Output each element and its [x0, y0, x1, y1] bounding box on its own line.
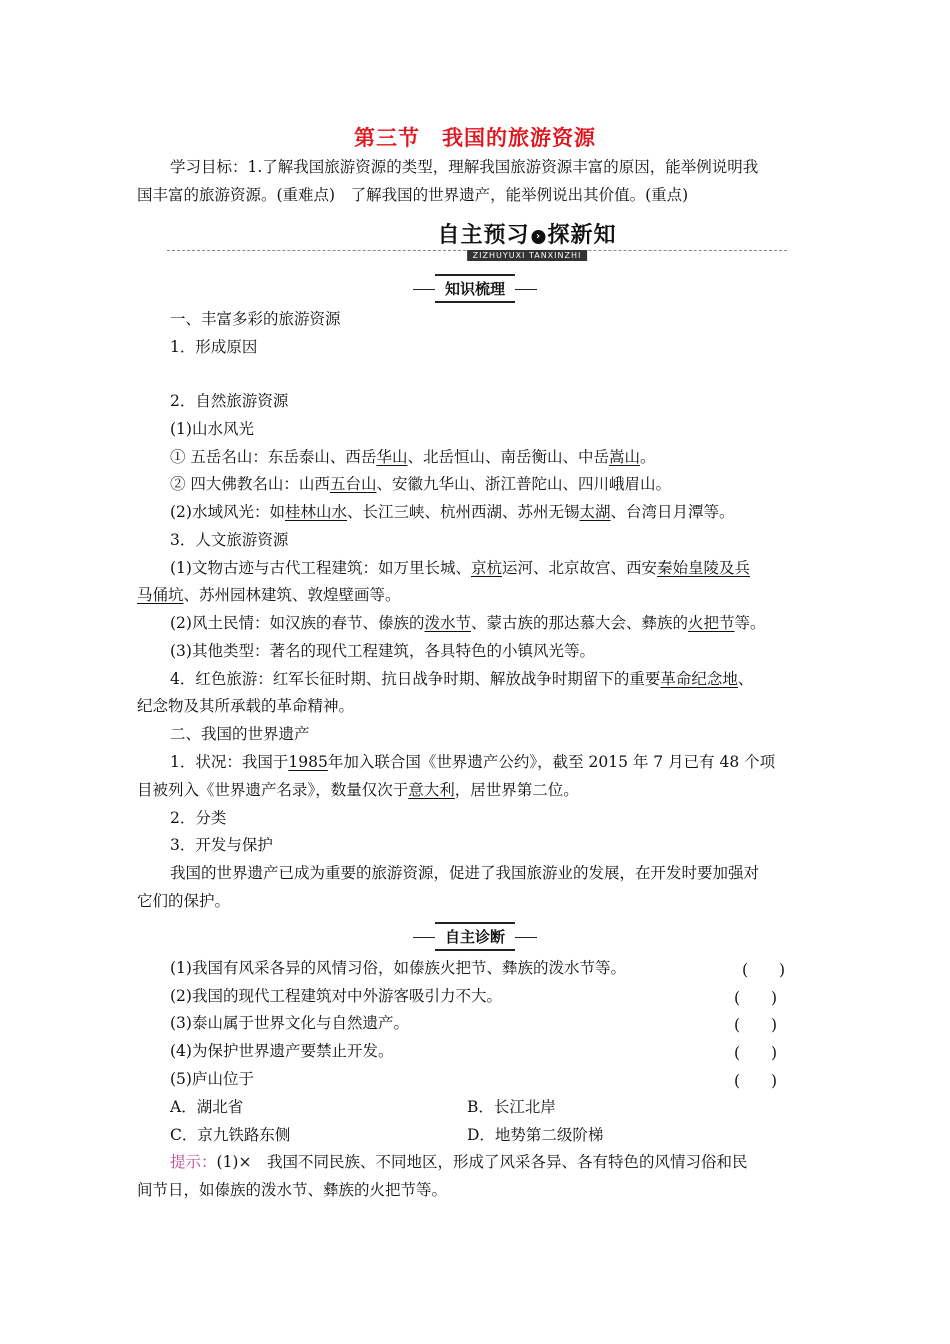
- hint-label: 提示：: [170, 1153, 217, 1171]
- s2-kaifa: 3．开发与保护: [170, 836, 273, 854]
- tag-knowledge: [0, 274, 950, 303]
- s1-item-3: 3．人文旅游资源: [170, 531, 289, 549]
- quiz-q2: (2)我国的现代工程建筑对中外游客吸引力不大。: [170, 987, 502, 1005]
- quiz-q3: (3)泰山属于世界文化与自然遗产。: [170, 1014, 409, 1032]
- banner-right: 探新知: [547, 223, 617, 248]
- answer-paren: ( ): [734, 1044, 778, 1062]
- tag-diagnosis: [0, 922, 950, 951]
- hint-line-1: 提示：(1)× 我国不同民族、不同地区，形成了风采各异、各有特色的风情习俗和民: [170, 1153, 748, 1171]
- hint-line-2: 间节日，如傣族的泼水节、彝族的火把节等。: [137, 1181, 448, 1199]
- option-d: D．地势第二级阶梯: [467, 1126, 604, 1144]
- objectives-line-1: 学习目标：1.了解我国旅游资源的类型，理解我国旅游资源丰富的原因，能举例说明我: [170, 158, 759, 176]
- tag-bar-left: [413, 289, 435, 290]
- s2-heading: 二、我国的世界遗产: [170, 725, 310, 743]
- s1-heading: 一、丰富多彩的旅游资源: [170, 310, 341, 328]
- s1-wuyue: ① 五岳名山：东岳泰山、西岳华山、北岳恒山、南岳衡山、中岳嵩山。: [170, 448, 656, 466]
- page-title: 第三节 我国的旅游资源: [354, 126, 596, 150]
- s1-hongse-2: 纪念物及其所承载的革命精神。: [137, 697, 355, 715]
- tag-label: 知识梳理: [435, 274, 515, 303]
- s2-para-1: 我国的世界遗产已成为重要的旅游资源，促进了我国旅游业的发展，在开发时要加强对: [170, 864, 760, 882]
- arrow-icon: ›: [532, 230, 546, 244]
- option-b: B．长江北岸: [467, 1098, 556, 1116]
- answer-paren: ( ): [742, 961, 786, 979]
- answer-paren: ( ): [734, 989, 778, 1007]
- s2-fenlei: 2．分类: [170, 809, 227, 827]
- tag-bar-right: [515, 937, 537, 938]
- banner-pinyin: ZIZHUYUXI TANXINZHI: [467, 250, 588, 261]
- quiz-q5: (5)庐山位于: [170, 1070, 254, 1088]
- option-a: A．湖北省: [170, 1098, 244, 1116]
- section-banner: [137, 218, 817, 268]
- answer-paren: ( ): [734, 1072, 778, 1090]
- s1-qita: (3)其他类型：著名的现代工程建筑，各具特色的小镇风光等。: [170, 642, 595, 660]
- answer-paren: ( ): [734, 1016, 778, 1034]
- s1-wenwu-1: (1)文物古迹与古代工程建筑：如万里长城、京杭运河、北京故宫、西安秦始皇陵及兵: [170, 559, 751, 577]
- s2-zhuangkuang-1: 1．状况：我国于1985年加入联合国《世界遗产公约》，截至 2015 年 7 月已有 48 个项: [170, 753, 776, 771]
- s1-fojiao: ② 四大佛教名山：山西五台山、安徽九华山、浙江普陀山、四川峨眉山。: [170, 475, 671, 493]
- tag-label: 自主诊断: [435, 922, 515, 951]
- option-c: C．京九铁路东侧: [170, 1126, 291, 1144]
- s2-para-2: 它们的保护。: [137, 892, 231, 910]
- s1-fengtu: (2)风土民情：如汉族的春节、傣族的泼水节、蒙古族的那达慕大会、彝族的火把节等。: [170, 614, 766, 632]
- s1-wenwu-2: 马俑坑、苏州园林建筑、敦煌壁画等。: [137, 586, 401, 604]
- tag-bar-right: [515, 289, 537, 290]
- objectives-line-2: 国丰富的旅游资源。(重难点) 了解我国的世界遗产，能举例说出其价值。(重点): [137, 186, 689, 204]
- quiz-q1: (1)我国有风采各异的风情习俗，如傣族火把节、彝族的泼水节等。: [170, 959, 626, 977]
- quiz-q4: (4)为保护世界遗产要禁止开发。: [170, 1042, 394, 1060]
- s1-hongse-1: 4．红色旅游：红军长征时期、抗日战争时期、解放战争时期留下的重要革命纪念地、: [170, 670, 754, 688]
- banner-left: 自主预习: [437, 223, 530, 248]
- s1-item-2a: (1)山水风光: [170, 420, 254, 438]
- s1-item-2: 2．自然旅游资源: [170, 392, 289, 410]
- s1-item-1: 1．形成原因: [170, 338, 258, 356]
- s2-zhuangkuang-2: 目被列入《世界遗产名录》，数量仅次于意大利，居世界第二位。: [137, 781, 579, 799]
- banner-title: [431, 218, 622, 260]
- tag-bar-left: [413, 937, 435, 938]
- s1-shuiyu: (2)水域风光：如桂林山水、长江三峡、杭州西湖、苏州无锡太湖、台湾日月潭等。: [170, 503, 735, 521]
